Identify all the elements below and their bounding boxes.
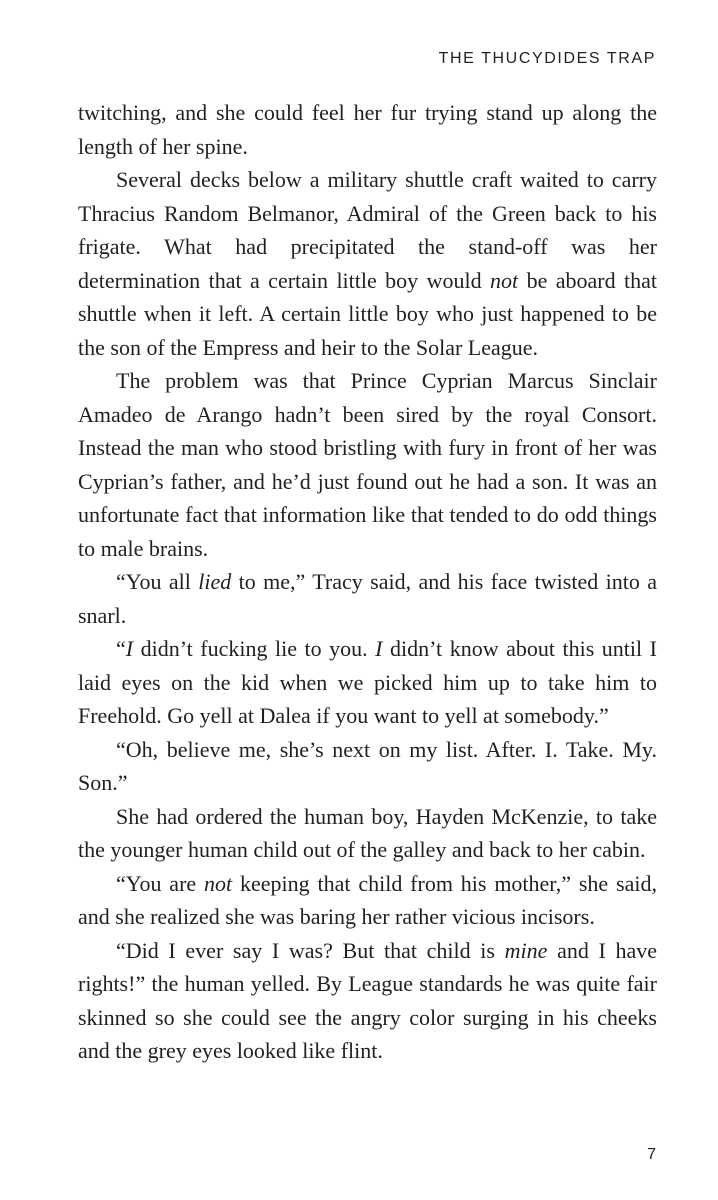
text-run: “Did I ever say I was? But that child is <box>116 937 505 963</box>
text-run: didn’t know about this until I laid eyes on the kid when we picked him up to take him to Freehold. Go yell at Dalea if you want to yell at somebody.” <box>78 636 657 728</box>
paragraph <box>78 733 657 800</box>
italic-text-run: I <box>125 636 134 661</box>
italic-text-run: mine <box>504 937 548 963</box>
text-run: “You all <box>116 569 199 594</box>
italic-text-run: not <box>490 267 519 293</box>
paragraph <box>78 934 657 1068</box>
text-run: Several decks below a military shuttle craft waited to carry Thracius Random Belmanor, Admiral of the Green back to his frigate. What had precipitated the stand-off was her determination that a certain little boy would <box>78 167 657 293</box>
text-run: keeping that child from his mother,” she said, and she realized she was baring her rather vicious incisors. <box>78 870 657 929</box>
paragraph <box>78 364 657 565</box>
text-run: be aboard that shuttle when it left. A certain little boy who just happened to be the son of the Empress and heir to the Solar League. <box>78 267 658 360</box>
text-run: “Oh, believe me, she’s next on my list. After. I. Take. My. Son.” <box>78 736 657 795</box>
text-run: didn’t fucking lie to you. <box>133 636 376 661</box>
paragraph <box>78 163 657 364</box>
text-run: twitching, and she could feel her fur trying stand up along the length of her spine. <box>78 100 657 159</box>
text-run: “You are <box>116 870 205 896</box>
italic-text-run: not <box>204 870 233 896</box>
page-number: 7 <box>647 1146 656 1163</box>
text-run: to me,” Tracy said, and his face twisted into a snarl. <box>78 569 657 628</box>
body-text <box>78 96 657 1068</box>
paragraph <box>78 800 657 867</box>
running-head: THE THUCYDIDES TRAP <box>438 50 656 67</box>
paragraph <box>78 565 657 632</box>
italic-text-run: I <box>375 636 383 661</box>
text-run: She had ordered the human boy, Hayden McKenzie, to take the younger human child out of the galley and back to her cabin. <box>78 803 657 862</box>
paragraph <box>78 632 657 733</box>
text-run: and I have rights!” the human yelled. By League standards he was quite fair skinned so she could see the angry color surging in his cheeks and the grey eyes looked like flint. <box>78 937 658 1063</box>
text-run: “ <box>116 636 126 661</box>
text-run: The problem was that Prince Cyprian Marcus Sinclair Amadeo de Arango hadn’t been sired by the royal Consort. Instead the man who stood bristling with fury in front of her was Cyprian’s father, and he’d just found out he had a son. It was an unfortunate fact that information like that tended to do odd things to male brains. <box>78 368 657 561</box>
italic-text-run: lied <box>198 569 232 594</box>
paragraph <box>78 96 657 163</box>
paragraph <box>78 867 657 934</box>
